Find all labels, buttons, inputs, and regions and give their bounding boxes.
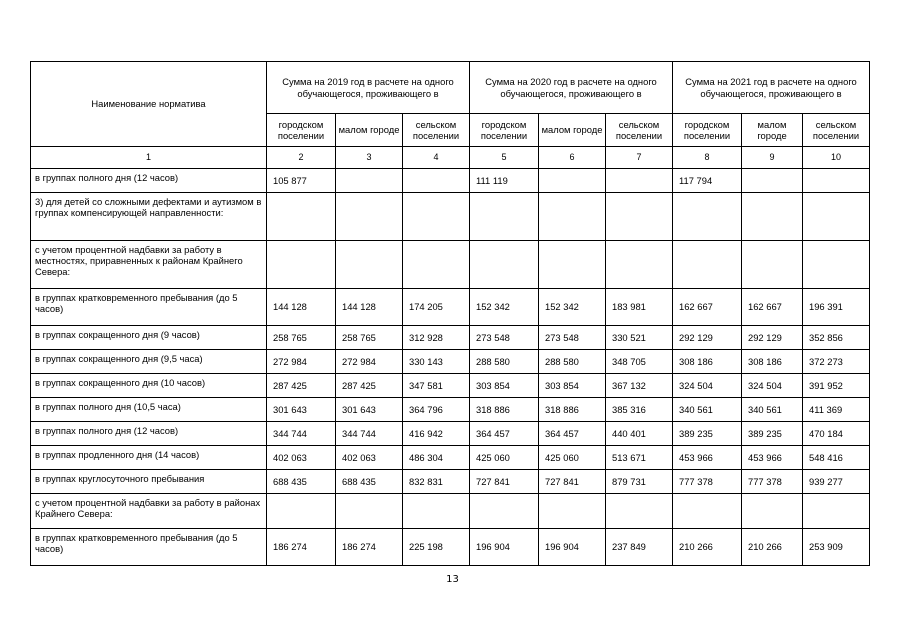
value-cell [673,494,742,529]
value-cell: 777 378 [742,470,803,494]
value-cell [673,193,742,241]
value-cell: 105 877 [267,169,336,193]
value-cell [606,494,673,529]
value-cell [803,494,870,529]
table-row [31,241,870,289]
value-cell: 312 928 [403,326,470,350]
value-cell: 832 831 [403,470,470,494]
norm-name-cell: в группах полного дня (12 часов) [31,169,267,193]
value-cell: 352 856 [803,326,870,350]
value-cell: 196 391 [803,289,870,326]
value-cell: 372 273 [803,350,870,374]
norm-name-cell: в группах полного дня (12 часов) [31,422,267,446]
value-cell: 303 854 [470,374,539,398]
value-cell: 292 129 [673,326,742,350]
table-row [31,169,870,193]
value-cell: 301 643 [267,398,336,422]
value-cell: 258 765 [336,326,403,350]
value-cell: 470 184 [803,422,870,446]
value-cell: 152 342 [539,289,606,326]
column-number: 8 [673,147,742,169]
value-cell: 402 063 [267,446,336,470]
value-cell: 402 063 [336,446,403,470]
norm-name-cell: в группах круглосуточного пребывания [31,470,267,494]
value-cell [403,169,470,193]
value-cell: 425 060 [539,446,606,470]
norm-name-cell: в группах продленного дня (14 часов) [31,446,267,470]
value-cell: 879 731 [606,470,673,494]
norm-name-cell: в группах полного дня (10,5 часа) [31,398,267,422]
value-cell [742,494,803,529]
value-cell: 364 457 [470,422,539,446]
value-cell: 196 904 [539,529,606,566]
subcol-header: городском поселении [673,114,742,147]
value-cell [336,169,403,193]
value-cell: 440 401 [606,422,673,446]
table-row [31,529,870,566]
value-cell: 225 198 [403,529,470,566]
table-row [31,374,870,398]
value-cell: 272 984 [336,350,403,374]
column-number-row [31,147,870,169]
subcol-header: городском поселении [470,114,539,147]
value-cell: 288 580 [470,350,539,374]
value-cell [336,193,403,241]
value-cell: 513 671 [606,446,673,470]
value-cell [803,241,870,289]
value-cell [742,241,803,289]
value-cell [742,169,803,193]
value-cell: 318 886 [539,398,606,422]
value-cell: 162 667 [742,289,803,326]
value-cell [336,494,403,529]
subcol-header: сельском поселении [606,114,673,147]
value-cell: 330 143 [403,350,470,374]
value-cell [470,241,539,289]
value-cell [673,241,742,289]
value-cell: 340 561 [673,398,742,422]
norm-name-cell: 3) для детей со сложными дефектами и аутизмом в группах компенсирующей направленности: [31,193,267,241]
table-row [31,470,870,494]
value-cell: 162 667 [673,289,742,326]
table-row [31,446,870,470]
table-row [31,422,870,446]
column-number: 9 [742,147,803,169]
value-cell [267,494,336,529]
value-cell: 425 060 [470,446,539,470]
value-cell: 273 548 [539,326,606,350]
value-cell: 453 966 [673,446,742,470]
value-cell: 303 854 [539,374,606,398]
value-cell [403,241,470,289]
norm-name-cell: с учетом процентной надбавки за работу в районах Крайнего Севера: [31,494,267,529]
value-cell: 367 132 [606,374,673,398]
subcol-header: малом городе [336,114,403,147]
value-cell: 416 942 [403,422,470,446]
table-row [31,494,870,529]
value-cell [470,193,539,241]
table-row [31,398,870,422]
value-cell: 411 369 [803,398,870,422]
column-number: 5 [470,147,539,169]
value-cell: 364 796 [403,398,470,422]
value-cell: 318 886 [470,398,539,422]
subcol-header: сельском поселении [803,114,870,147]
value-cell [267,241,336,289]
value-cell [539,193,606,241]
value-cell [403,494,470,529]
column-number: 1 [31,147,267,169]
value-cell: 258 765 [267,326,336,350]
value-cell: 324 504 [742,374,803,398]
name-column-header: Наименование норматива [31,62,267,147]
subcol-header: городском поселении [267,114,336,147]
value-cell: 389 235 [742,422,803,446]
value-cell [539,169,606,193]
norm-name-cell: в группах кратковременного пребывания (до 5 часов) [31,289,267,326]
table-row [31,326,870,350]
value-cell: 292 129 [742,326,803,350]
norm-name-cell: в группах сокращенного дня (10 часов) [31,374,267,398]
value-cell [606,193,673,241]
value-cell: 186 274 [267,529,336,566]
value-cell: 385 316 [606,398,673,422]
normative-table [30,61,870,566]
norm-name-cell: в группах сокращенного дня (9 часов) [31,326,267,350]
value-cell: 301 643 [336,398,403,422]
value-cell [803,193,870,241]
value-cell [336,241,403,289]
value-cell: 777 378 [673,470,742,494]
column-number: 10 [803,147,870,169]
subcol-header: сельском поселении [403,114,470,147]
value-cell: 117 794 [673,169,742,193]
value-cell: 237 849 [606,529,673,566]
value-cell: 344 744 [267,422,336,446]
value-cell: 688 435 [267,470,336,494]
year-2021-header: Сумма на 2021 год в расчете на одного обучающегося, проживающего в [673,62,870,114]
value-cell [403,193,470,241]
column-number: 2 [267,147,336,169]
value-cell: 272 984 [267,350,336,374]
table-row [31,193,870,241]
value-cell: 348 705 [606,350,673,374]
value-cell: 453 966 [742,446,803,470]
value-cell: 111 119 [470,169,539,193]
value-cell [267,193,336,241]
value-cell [803,169,870,193]
subcol-header: малом городе [539,114,606,147]
value-cell: 939 277 [803,470,870,494]
value-cell: 391 952 [803,374,870,398]
value-cell: 273 548 [470,326,539,350]
value-cell: 548 416 [803,446,870,470]
value-cell: 486 304 [403,446,470,470]
value-cell [470,494,539,529]
header-row-groups [31,62,870,114]
value-cell: 727 841 [539,470,606,494]
value-cell: 287 425 [267,374,336,398]
value-cell: 688 435 [336,470,403,494]
value-cell: 347 581 [403,374,470,398]
column-number: 3 [336,147,403,169]
value-cell [742,193,803,241]
value-cell: 196 904 [470,529,539,566]
column-number: 7 [606,147,673,169]
value-cell [606,241,673,289]
value-cell: 364 457 [539,422,606,446]
value-cell: 324 504 [673,374,742,398]
value-cell: 144 128 [336,289,403,326]
value-cell: 727 841 [470,470,539,494]
value-cell: 186 274 [336,529,403,566]
value-cell: 389 235 [673,422,742,446]
value-cell [539,241,606,289]
value-cell: 288 580 [539,350,606,374]
value-cell: 210 266 [742,529,803,566]
table-row [31,289,870,326]
value-cell [606,169,673,193]
value-cell: 253 909 [803,529,870,566]
year-2020-header: Сумма на 2020 год в расчете на одного обучающегося, проживающего в [470,62,673,114]
year-2019-header: Сумма на 2019 год в расчете на одного обучающегося, проживающего в [267,62,470,114]
value-cell: 308 186 [673,350,742,374]
page-number: 13 [446,574,459,585]
norm-name-cell: в группах кратковременного пребывания (до 5 часов) [31,529,267,566]
value-cell: 210 266 [673,529,742,566]
norm-name-cell: с учетом процентной надбавки за работу в местностях, приравненных к районам Крайнего Севера: [31,241,267,289]
value-cell: 308 186 [742,350,803,374]
value-cell: 152 342 [470,289,539,326]
column-number: 4 [403,147,470,169]
value-cell: 174 205 [403,289,470,326]
value-cell: 344 744 [336,422,403,446]
value-cell: 144 128 [267,289,336,326]
norm-name-cell: в группах сокращенного дня (9,5 часа) [31,350,267,374]
subcol-header: малом городе [742,114,803,147]
table-row [31,350,870,374]
value-cell [539,494,606,529]
value-cell: 330 521 [606,326,673,350]
column-number: 6 [539,147,606,169]
value-cell: 287 425 [336,374,403,398]
value-cell: 183 981 [606,289,673,326]
value-cell: 340 561 [742,398,803,422]
